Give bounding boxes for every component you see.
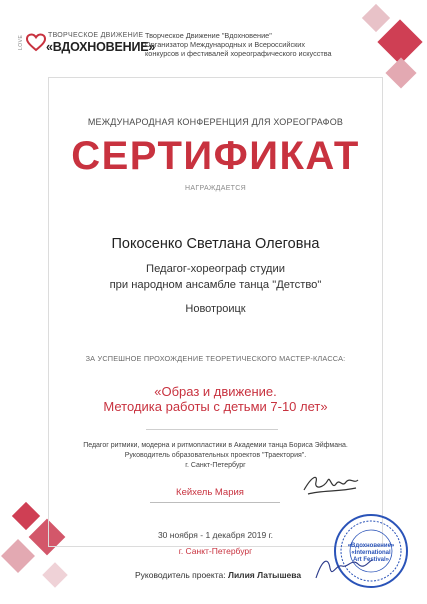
stamp-line: «Вдохновение» [347, 543, 395, 549]
recipient-position: Педагог-хореограф студии [146, 263, 285, 275]
event-city: г. Санкт-Петербург [178, 546, 253, 556]
head-signature [312, 550, 374, 586]
decor-diamond [12, 502, 40, 530]
awarded-label: НАГРАЖДАЕТСЯ [185, 185, 246, 192]
teacher-info: г. Санкт-Петербург [185, 462, 246, 469]
conference-heading: МЕЖДУНАРОДНАЯ КОНФЕРЕНЦИЯ ДЛЯ ХОРЕОГРАФОВ [87, 117, 344, 127]
certificate-title: СЕРТИФИКАТ [71, 134, 360, 178]
divider [146, 429, 278, 430]
stamp-line: Art Festival» [352, 557, 389, 563]
recipient-name: Покосенко Светлана Олеговна [111, 236, 320, 252]
logo-love-text: LOVE [18, 34, 24, 50]
stamp-line: «International [351, 550, 391, 556]
success-text: ЗА УСПЕШНОЕ ПРОХОЖДЕНИЕ ТЕОРЕТИЧЕСКОГО МАСТЕР-КЛАССА: [85, 354, 346, 363]
recipient-city: Новотроицк [185, 303, 246, 315]
decor-diamond [362, 4, 390, 32]
course-title: «Образ и движение. [154, 384, 277, 399]
organizer-info [145, 31, 375, 58]
project-head-name: Лилия Латышева [227, 570, 302, 580]
event-dates: 30 ноября - 1 декабря 2019 г. [157, 530, 274, 540]
recipient-position: при народном ансамбле танца "Детство" [109, 279, 322, 291]
signature-line [150, 502, 280, 503]
logo [18, 30, 156, 56]
teacher-info: Руководитель образовательных проектов "Траектория". [124, 452, 307, 459]
project-head [135, 570, 301, 580]
logo-title: «ВДОХНОВЕНИЕ» [46, 40, 156, 54]
teacher-name: Кейхель Мария [176, 487, 244, 498]
organizer-line: Организатор Международных и Всероссийских [145, 40, 306, 49]
logo-subtitle: ТВОРЧЕСКОЕ ДВИЖЕНИЕ [48, 32, 144, 39]
project-head-label: Руководитель проекта: [135, 570, 226, 580]
teacher-info: Педагог ритмики, модерна и ритмопластики в Академии танца Бориса Эйфмана. [83, 442, 348, 449]
organizer-line: конкурсов и фестивалей хореографического искусства [145, 49, 332, 58]
teacher-signature [298, 468, 362, 500]
decor-diamond [385, 57, 416, 88]
decor-diamond [42, 562, 67, 587]
heart-icon [26, 33, 46, 53]
organizer-line: Творческое Движение "Вдохновение" [145, 31, 272, 40]
decor-diamond [1, 539, 35, 573]
course-title: Методика работы с детьми 7-10 лет» [103, 399, 328, 414]
